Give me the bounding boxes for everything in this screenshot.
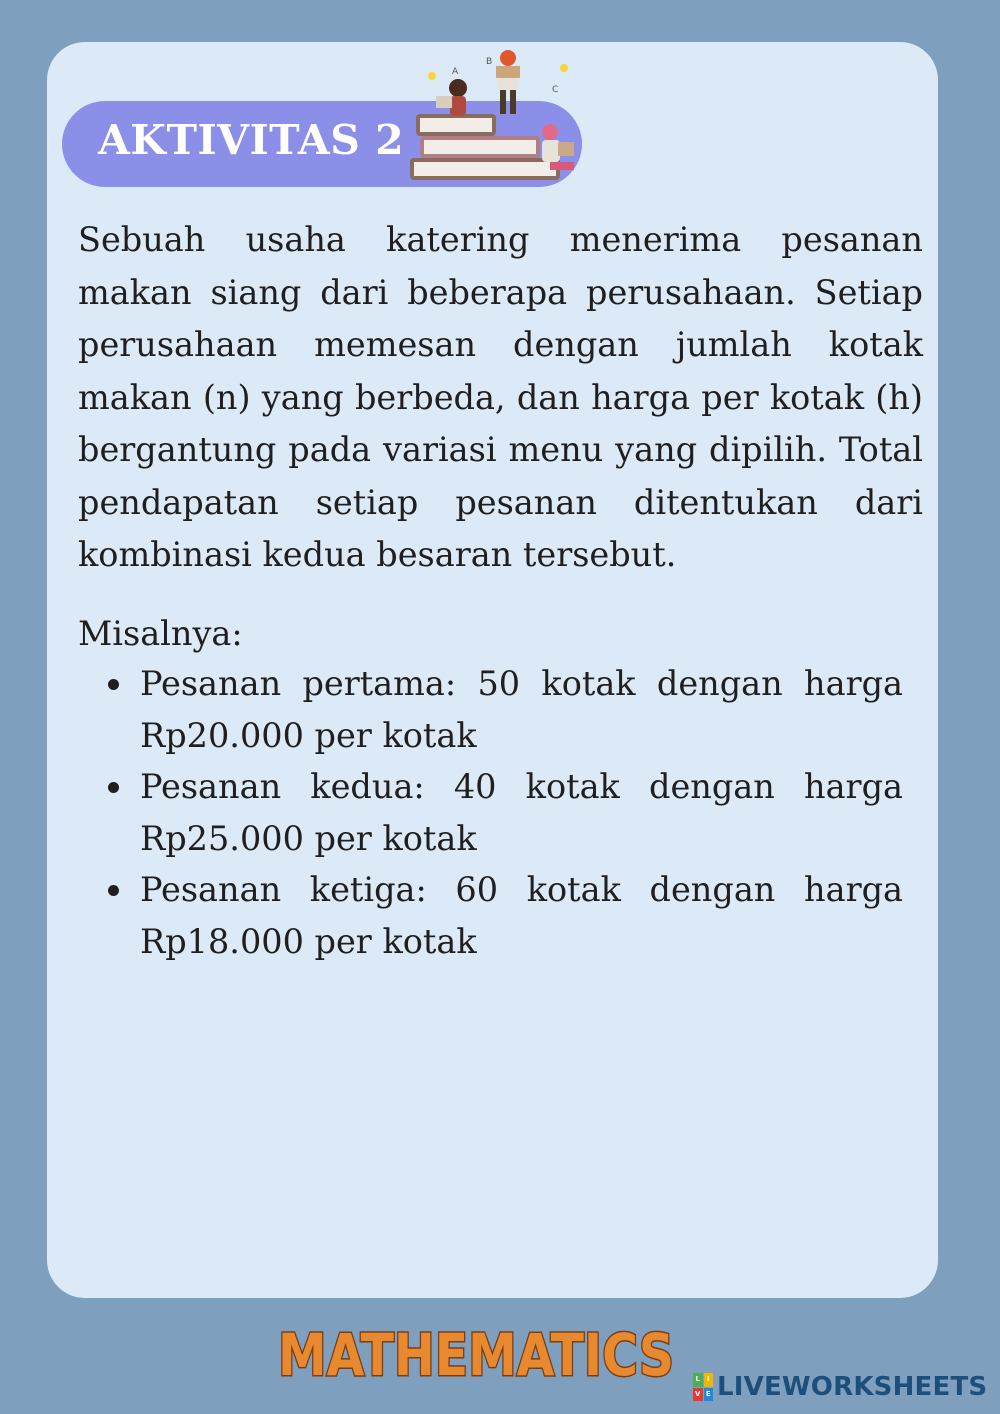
problem-paragraph: Sebuah usaha katering menerima pesanan makan siang dari beberapa perusahaan. Setiap perusahaan memesan dengan jumlah kotak makan (n) yang berbeda, dan harga per kotak (h) bergantung pada variasi menu yang dipilih. Total pendapatan setiap pesanan ditentukan dari kombinasi kedua besaran tersebut. <box>78 220 923 574</box>
svg-text:A: A <box>452 67 459 77</box>
svg-text:B: B <box>486 57 493 67</box>
logo-text: MATHEMATICS <box>278 1321 674 1389</box>
mathematics-logo <box>270 1305 682 1397</box>
svg-text:C: C <box>552 85 559 95</box>
example-intro: Misalnya: <box>78 614 243 653</box>
liveworksheets-brand <box>693 1372 987 1402</box>
list-item: Pesanan kedua: 40 kotak dengan harga Rp25.000 per kotak <box>100 761 903 864</box>
bullet-icon <box>108 679 119 690</box>
liveworksheets-icon: L I V E <box>693 1373 713 1401</box>
page-title: AKTIVITAS 2 <box>98 116 405 164</box>
order-list <box>100 658 903 967</box>
list-item: Pesanan ketiga: 60 kotak dengan harga Rp18.000 per kotak <box>100 864 903 967</box>
brand-name: LIVEWORKSHEETS <box>717 1372 988 1402</box>
bullet-icon <box>108 782 119 793</box>
reading-students-illustration <box>400 46 600 196</box>
bullet-icon <box>108 885 119 896</box>
list-item: Pesanan pertama: 50 kotak dengan harga Rp20.000 per kotak <box>100 658 903 761</box>
